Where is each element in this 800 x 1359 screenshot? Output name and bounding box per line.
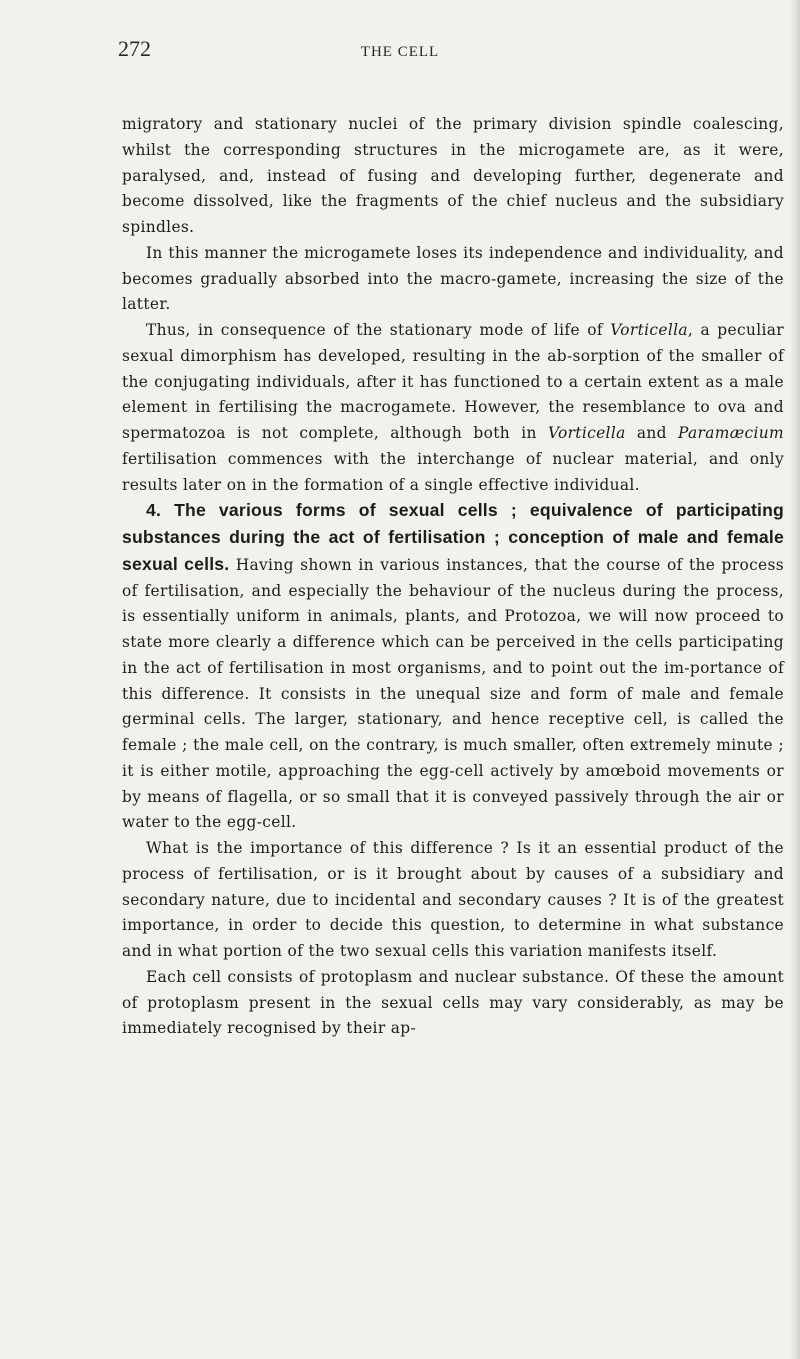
genus-name-vorticella: Vorticella <box>547 424 626 442</box>
paragraph-4 <box>122 498 784 836</box>
paragraph-6: Each cell consists of protoplasm and nuclear substance. Of these the amount of protoplasm present in the sexual cells may vary considerably, as may be immediately recognised by their ap- <box>122 967 784 1038</box>
genus-name-paramaecium: Paramæcium <box>678 424 784 442</box>
section-heading: 4. The various forms of sexual cells ; equivalence of participating substances during the act of fertilisation ; conception of male and female sexual cells. <box>122 500 784 574</box>
paragraph-2: In this manner the microgamete loses its independence and individuality, and becomes gradually absorbed into the macro-gamete, increasing the size of the latter. <box>122 243 784 314</box>
paragraph-1: migratory and stationary nuclei of the primary division spindle coalescing, whilst the corresponding structures in the microgamete are, as it were, paralysed, and, instead of fusing and developing further, degenerate and become dissolved, like the fragments of the chief nucleus and the subsidiary spindles. <box>122 115 784 236</box>
page-edge-shadow <box>790 0 800 1359</box>
page-number: 272 <box>118 36 151 61</box>
body-text <box>122 112 784 1042</box>
running-head-title: THE CELL <box>360 44 440 60</box>
paragraph-5: What is the importance of this difference ? Is it an essential product of the process of fertilisation, or is it brought about by causes of a subsidiary and secondary nature, due to incidental and secondary causes ? It is of the greatest importance, in order to decide this question, to determine in what substance and in what portion of the two sexual cells this variation manifests itself. <box>122 839 784 960</box>
genus-name-vorticella: Vorticella <box>610 321 688 339</box>
paragraph-4-text: Having shown in various instances, that the course of the process of fertilisation, and especially the behaviour of the nucleus during the process, is essentially uniform in animals, plants, and Protozoa, we will now proceed to state more clearly a difference which can be perceived in the cells participating in the act of fertilisation in most organisms, and to point out the im-portance of this difference. It consists in the unequal size and form of male and female germinal cells. The larger, stationary, and hence receptive cell, is called the female ; the male cell, on the contrary, is much smaller, often extremely minute ; it is either motile, approaching the egg-cell actively by amœboid movements or by means of flagella, or so small that it is conveyed passively through the air or water to the egg-cell. <box>122 555 784 832</box>
paragraph-3-text: , a peculiar sexual dimorphism has developed, resulting in the ab-sorption of the smaller of the conjugating individuals, after it has functioned to a certain extent as a male element in fertilising the macrogamete. However, the resemblance to ova and spermatozoa is not complete, although both in <box>122 321 784 442</box>
paragraph-3 <box>122 318 784 498</box>
paragraph-3-text: and <box>625 424 679 442</box>
paragraph-3-text: fertilisation commences with the interchange of nuclear material, and only results later on in the formation of a single effective individual. <box>122 449 784 494</box>
paragraph-3-text: Thus, in consequence of the stationary mode of life of <box>146 321 611 339</box>
